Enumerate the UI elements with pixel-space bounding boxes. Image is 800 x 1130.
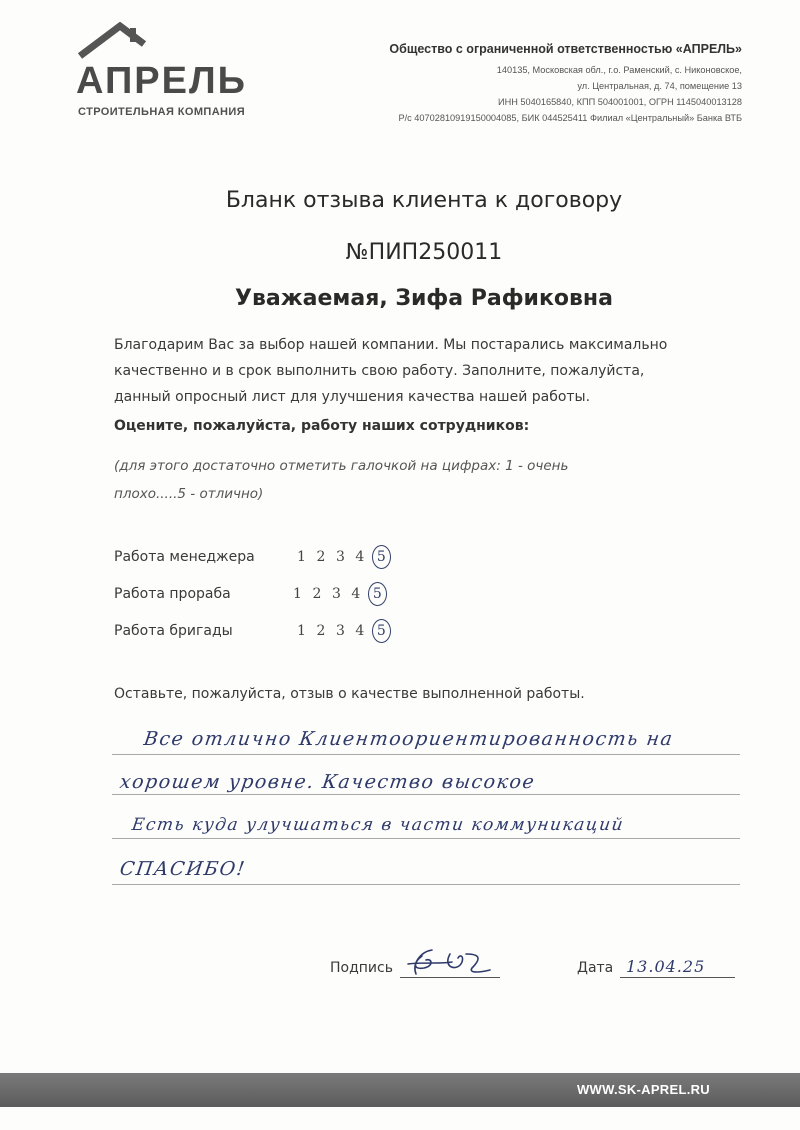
rating-scale [294,623,391,643]
rating-hint-line: плохо.....5 - отлично) [114,486,264,502]
company-address-line: 140135, Московская обл., г.о. Раменский, с. Никоновское, [496,65,742,75]
rating-option-2[interactable]: 2 [312,586,322,602]
feedback-prompt: Оставьте, пожалуйста, отзыв о качестве выполненной работы. [114,686,585,702]
intro-line: качественно и в срок выполнить свою работу. Заполните, пожалуйста, [114,363,645,379]
feedback-line [112,884,740,885]
rating-option-4[interactable]: 4 [351,586,361,602]
rating-option-1[interactable]: 1 [293,586,302,602]
rating-label: Работа прораба [114,586,231,602]
company-bank-line: Р/с 40702810919150004085, БИК 044525411 Филиал «Центральный» Банка ВТБ [398,113,742,123]
contract-number: №ПИП250011 [345,240,503,265]
intro-text [114,332,734,410]
feedback-line [112,754,740,755]
rating-option-2[interactable]: 2 [316,623,326,639]
rating-label: Работа менеджера [114,549,255,565]
company-address-line: ул. Центральная, д. 74, помещение 13 [577,81,742,91]
rating-option-3[interactable]: 3 [331,586,341,602]
rating-option-5-selected[interactable]: 5 [368,582,387,606]
rating-label: Работа бригады [114,623,233,639]
rating-option-1[interactable]: 1 [297,549,306,565]
feedback-line [112,838,740,839]
logo-name: АПРЕЛЬ [76,60,247,102]
rating-option-4[interactable]: 4 [355,623,365,639]
signature-mark[interactable] [402,944,492,984]
rating-option-4[interactable]: 4 [355,549,365,565]
feedback-handwritten-line[interactable]: СПАСИБО! [118,858,248,880]
footer-bar [0,1073,800,1107]
intro-line: данный опросный лист для улучшения качества нашей работы. [114,389,591,405]
rating-scale [294,549,391,569]
logo-tagline: СТРОИТЕЛЬНАЯ КОМПАНИЯ [78,106,246,118]
rating-option-3[interactable]: 3 [335,623,345,639]
rating-option-2[interactable]: 2 [316,549,326,565]
rating-scale [290,586,387,606]
company-registration-line: ИНН 5040165840, КПП 504001001, ОГРН 1145040013128 [497,97,742,107]
feedback-line [112,794,740,795]
rating-option-3[interactable]: 3 [335,549,345,565]
rating-option-5-selected[interactable]: 5 [372,545,391,569]
rating-hint [114,452,714,508]
rating-hint-line: (для этого достаточно отметить галочкой на цифрах: 1 - очень [114,458,569,474]
company-details [389,42,742,126]
intro-line: Благодарим Вас за выбор нашей компании. Мы постарались максимально [114,337,668,353]
rating-option-5-selected[interactable]: 5 [372,619,391,643]
company-name: Общество с ограниченной ответственностью «АПРЕЛЬ» [389,42,742,56]
date-line [620,977,735,978]
feedback-handwritten-line[interactable]: Все отлично Клиентоориентированность на [142,728,675,750]
footer-website-link[interactable]: WWW.SK-APREL.RU [576,1082,710,1097]
rating-heading: Оцените, пожалуйста, работу наших сотрудников: [114,418,530,434]
rating-option-1[interactable]: 1 [297,623,306,639]
feedback-handwritten-line[interactable]: хорошем уровне. Качество высокое [118,771,537,793]
signature-label: Подпись [330,960,393,976]
date-label: Дата [577,960,614,976]
form-title: Бланк отзыва клиента к договору [225,188,623,213]
feedback-handwritten-line[interactable]: Есть куда улучшаться в части коммуникаций [130,815,626,835]
logo-roof-icon [78,22,148,62]
greeting: Уважаемая, Зифа Рафиковна [235,286,613,311]
date-value[interactable]: 13.04.25 [626,957,706,976]
